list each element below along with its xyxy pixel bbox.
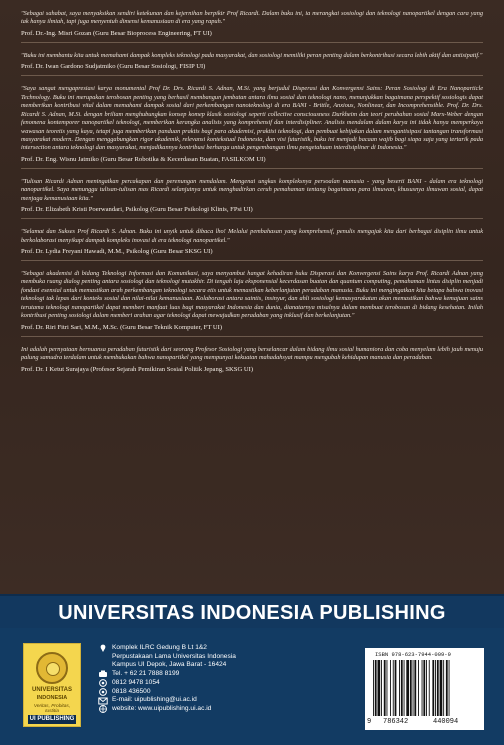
isbn-barcode (365, 648, 484, 730)
divider (21, 336, 483, 337)
divider (21, 218, 483, 219)
contact-text: 0818 436500 (112, 687, 151, 695)
contact-line (98, 653, 328, 662)
endorsement-quote: "Sebagai akademisi di bidang Teknologi Informasi dan Komunikasi, saya menyambut hangat kehadiran buku Disperasi dan Konvergensi Sains karya Prof. Ricardi Adnan yang membuka ruang dialog penting antara sosiologi dan teknologi mutakhir. Di tengah laju eksponensial kecerdasan buatan dan quantum computing, pemahaman lintas disiplin menjadi fondasi esensial untuk memastikan arah perkembangan teknologi secara etis untuk memastikan keberlanjutan peradaban manusia. Buku ini mengingatkan kita betapa bahwa inovasi teknologi tak lepas dari konteks sosial dan nilai-nilai kemanusiaan. Kolaborasi antara saintis, insinyur, dan ahli sosiologi kemasyarakatan akan memastikan bahwa kemajuan sains terutama teknologi nanopartikel dapat memberi manfaat luas bagi masyarakat Indonesia dan dunia, dianatarnya misalnya dalam membuat terobosan di bidang kesehatan. Inilah kontribusi penting sosiologi dalam memberi arahan agar teknologi dapat mewujudkan peradaban yang inklusif dan berkelanjutan." (21, 270, 483, 320)
endorsement-item (21, 10, 483, 43)
logo-motto: Veritas, Probitas, Iustitia (33, 704, 71, 714)
divider (21, 168, 483, 169)
phone-icon (98, 670, 108, 678)
contact-text: Komplek ILRC Gedung B Lt 1&2 (112, 644, 207, 651)
barcode-right-digits: 440094 (433, 718, 459, 726)
barcode-bar (437, 660, 439, 716)
email-icon (98, 697, 108, 705)
divider (21, 75, 483, 76)
divider (21, 260, 483, 261)
barcode-bar (435, 660, 436, 716)
endorsement-attribution: Prof. Dr. Lydia Freyani Hawadi, M.M., Psikolog (Guru Besar SKSG UI) (21, 248, 213, 255)
contact-text: E-mail: uipublishing@ui.ac.id (112, 696, 197, 704)
endorsement-quote: "Tulisan Ricardi Adnan meningatkan percakapan dan perenungan mendalam. Mengenai ungkas kompleksnya persoalan manusia - yang beserti BANI - dalam era teknologi nanopartikel. Saya menunggu tulisan-tulisan mas Ricardi selanjutnya untuk menghadirkan ceruh pemahaman tentang bagaimana para ilmuwan, khususnya ilmuwan sosial, dapat menjaga kemanusiaan kita." (21, 177, 483, 202)
barcode-bar (378, 660, 381, 716)
contact-line (98, 661, 328, 670)
contact-text: Tel. + 62 21 7888 8199 (112, 670, 180, 678)
whatsapp-icon (98, 679, 108, 687)
barcode-bar (381, 660, 382, 716)
barcode-bar (373, 660, 374, 716)
logo-line-1: UNIVERSITAS (32, 687, 72, 693)
barcode-bar (423, 660, 425, 716)
barcode-bar (393, 660, 394, 716)
makara-emblem-icon (36, 652, 68, 684)
endorsement-list (21, 10, 483, 382)
contact-text: Kampus UI Depok, Jawa Barat - 16424 (112, 661, 227, 669)
barcode-bars (373, 660, 475, 716)
barcode-bar (399, 660, 400, 716)
logo-line-4: UI PUBLISHING (29, 716, 75, 722)
contact-line (98, 670, 328, 679)
publisher-contact (98, 644, 328, 714)
barcode-bar (401, 660, 403, 716)
web-icon (98, 705, 108, 713)
barcode-bar (429, 660, 430, 716)
endorsement-item (21, 228, 483, 261)
barcode-bar (395, 660, 397, 716)
endorsement-attribution: Prof. Dr. I Ketut Surajaya (Profesor Sejarah Pemikiran Sosial Politik Jepang, SKSG UI) (21, 365, 254, 373)
endorsement-item (21, 178, 483, 219)
endorsement-quote: "Saya sangat mengapresiasi karya monumental Prof Dr. Drs. Ricardi S. Adnan, M.Si. yang berjudul Disperasi dan Konvergensi Sains: Peran Sosiologi di Era Nanoparticle Technology. Buku ini merupakan terobosan penting yang berhasil membangun jembatan antara ilmu sosial dan teknologi nano, menunjukkan bagaimana perspektif sosiologis dapat memberikan kontribusi vital dalam memahami dampak sosial dari perkembangan nanoteknologi di era BANI - Brittle, Anxious, Nonlinear, dan Incomprehensible. Prof. Dr. Drs. Ricardi S. Adnan, M.Si. dengan briliam menghubungkan konsep komep klasik sosiologi seperti collective consciousness Durkheim dan teori perubahan sosial Marx-Weber dengan fenomena kontemporer nanopartikel teknologi, memberikan kerangka analisis yang komprehensif dan interdisipliner. Analisis mendalam dalam karya ini tidak hanya memperkaya wawasan teoretis yang kaya, tetapi juga memberikan panduan praktis bagi para akademisi, praktisi teknologi, dan pembuat kebijakan dalam mengantisipasi tantangan transformasi masyarakat modern. Dengan menggabungkan rigor akademik, relevansi kontekstual Indonesia, dan visi futuristik, buku ini menjadi bacaan wajib bagi siapa saja yang tertarik pada intersection antara teknologi dan masyarakat, menjadikannya kontribusi berharga untuk pengembangan ilmu pengetahuan interdisipliner di Indonesia." (21, 85, 483, 152)
barcode-bar (449, 660, 450, 716)
endorsement-attribution: Prof. Dr.-Ing. Misri Gozan (Guru Besar Bioprocess Engineering, FT UI) (21, 29, 212, 37)
barcode-bar (406, 660, 409, 716)
barcode-first-digit: 9 (367, 718, 372, 726)
contact-text: 0812 9478 1054 (112, 678, 160, 686)
endorsement-quote: "Sebagai sahabat, saya menyaksikan sendiri ketekunan dan kejernihan berpikir Prof Ricardi. Dalam buku ini, ia merangkai sosiologi dan teknologi nanopartikel dengan cara yang tak hanya ilmiah, tapi juga menyentuh dimensi kemanusiaan di era yang rapuh." (21, 10, 483, 26)
endorsement-item (21, 346, 483, 373)
whatsapp-icon (98, 688, 108, 696)
barcode-bar (413, 660, 414, 716)
barcode-bar (387, 660, 388, 716)
endorsement-quote: "Selamat dan Sukses Prof Ricardi S. Adnan. Buku ini unyik untuk dibaca lho! Melalui pembahasan yang komprehensif, penulis mengajak kita dari berbagai disiplin ilmu untuk berkolaborasi menyikapi dampak kompleks inovasi di era teknologi nanopartikel." (21, 228, 483, 244)
endorsement-item (21, 270, 483, 337)
contact-text: website: www.uipublishing.ui.ac.id (112, 704, 212, 712)
barcode-bar (422, 660, 423, 716)
publisher-name: UNIVERSITAS INDONESIA PUBLISHING (58, 601, 446, 624)
barcode-bar (375, 660, 377, 716)
barcode-bar (440, 660, 443, 716)
barcode-bar (418, 660, 419, 716)
endorsement-item (21, 52, 483, 76)
barcode-left-digits: 786342 (383, 718, 409, 726)
barcode-bar (404, 660, 405, 716)
contact-line (98, 644, 328, 653)
barcode-bar (432, 660, 434, 716)
isbn-number: ISBN 978-623-7944-009-9 (375, 651, 451, 658)
barcode-bar (390, 660, 391, 716)
endorsement-attribution: Prof. Dr. Elizabeth Kristi Poerwandari, Psikolog (Guru Besar Psikologi Klinis, FPsi UI) (21, 206, 253, 214)
divider (21, 42, 483, 43)
endorsement-attribution: Prof. Dr. Eng. Wisnu Jatmiko (Guru Besar Robotika & Kecerdasan Buatan, FASILKOM UI) (21, 155, 266, 163)
contact-line (98, 679, 328, 688)
publisher-footer (0, 628, 504, 745)
barcode-bar (446, 660, 448, 716)
barcode-bar (410, 660, 412, 716)
logo-line-2: INDONESIA (36, 695, 68, 701)
contact-text: Perpustakaan Lama Universitas Indonesia (112, 652, 236, 660)
barcode-bar (443, 660, 444, 716)
barcode-bar (414, 660, 416, 716)
endorsement-item (21, 85, 483, 169)
contact-line (98, 696, 328, 705)
barcode-bar (426, 660, 427, 716)
publisher-banner (0, 594, 504, 630)
endorsement-attribution: Prof. Dr. Iwan Gardono Sudjatmiko (Guru Besar Sosiologi, FISIP UI) (21, 63, 206, 71)
contact-line (98, 705, 328, 714)
endorsement-quote: Ini adalah pernyataan bernuansa peradaban futuristik dari seorang Profesor Sosiologi yang berselancar dalam bidang ilmu sosial humaniora dan coba menyelam lebih jauh menuju palung samudra terdalam untuk membukakan bahwa nanopartikel yang mempunyai kekuatan mahadahsyat mampu mengubah kehidupan manusia dan peradaban. (21, 345, 483, 362)
location-icon (98, 644, 108, 652)
barcode-bar (384, 660, 386, 716)
contact-line (98, 688, 328, 697)
endorsement-attribution: Prof. Dr. Riri Fitri Sari, M.M., M.Sc. (Guru Besar Teknik Komputer, FT UI) (21, 323, 223, 331)
endorsement-quote: "Buku ini membantu kita untuk memahami dampak kompleks teknologi pada masyarakat, dan sosiologi memiliki peran penting dalam berkontribusi secara lebih aktif dan antisipatif." (21, 51, 483, 59)
university-logo (23, 643, 81, 727)
